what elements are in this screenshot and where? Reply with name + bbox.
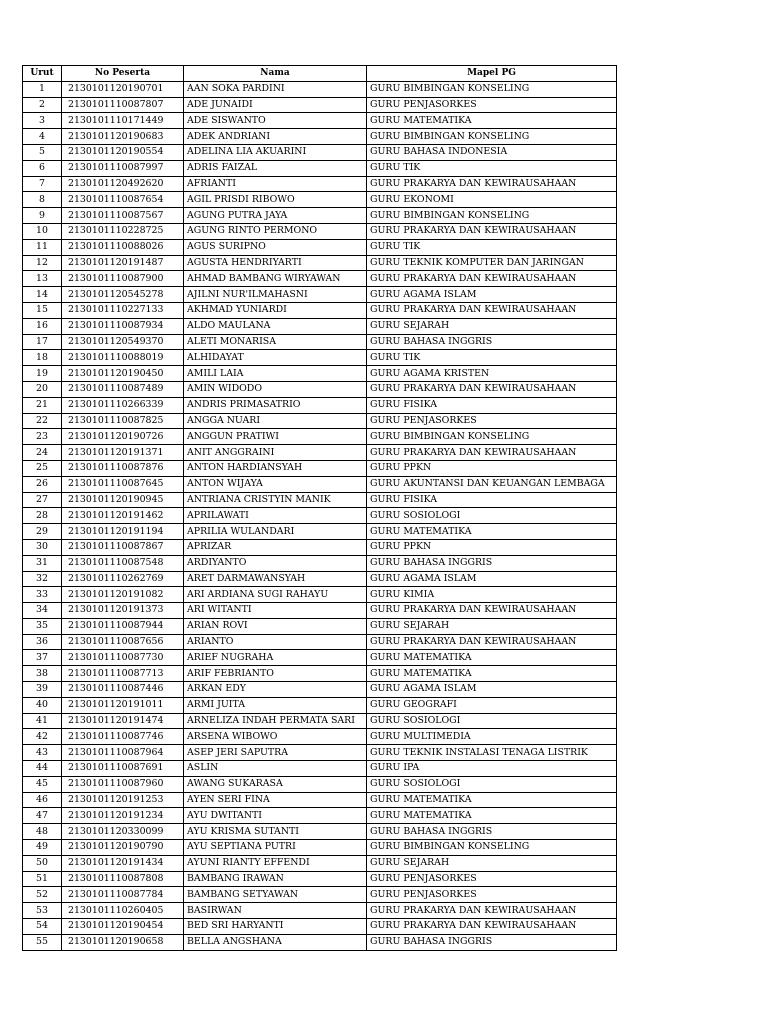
cell-no-peserta: 2130101110087960 [62, 776, 184, 792]
table-row [23, 208, 617, 224]
table-row [23, 492, 617, 508]
cell-urut: 42 [23, 729, 62, 745]
cell-nama: AYU DWITANTI [184, 808, 367, 824]
cell-mapel: GURU FISIKA [367, 397, 617, 413]
cell-nama: APRIZAR [184, 539, 367, 555]
cell-nama: AGIL PRISDI RIBOWO [184, 192, 367, 208]
cell-mapel: GURU BAHASA INGGRIS [367, 334, 617, 350]
cell-nama: ARIAN ROVI [184, 618, 367, 634]
cell-urut: 17 [23, 334, 62, 350]
cell-no-peserta: 2130101110087746 [62, 729, 184, 745]
cell-no-peserta: 2130101120190945 [62, 492, 184, 508]
cell-nama: ARSENA WIBOWO [184, 729, 367, 745]
cell-urut: 50 [23, 855, 62, 871]
cell-nama: ARI ARDIANA SUGI RAHAYU [184, 587, 367, 603]
cell-urut: 19 [23, 366, 62, 382]
cell-nama: ADE SISWANTO [184, 113, 367, 129]
cell-mapel: GURU PENJASORKES [367, 413, 617, 429]
cell-mapel: GURU PPKN [367, 460, 617, 476]
cell-no-peserta: 2130101110266339 [62, 397, 184, 413]
table-row [23, 508, 617, 524]
cell-no-peserta: 2130101120191373 [62, 603, 184, 619]
cell-mapel: GURU BIMBINGAN KONSELING [367, 129, 617, 145]
cell-nama: AYEN SERI FINA [184, 792, 367, 808]
cell-nama: AHMAD BAMBANG WIRYAWAN [184, 271, 367, 287]
cell-mapel: GURU PPKN [367, 539, 617, 555]
cell-mapel: GURU IPA [367, 761, 617, 777]
cell-mapel: GURU TIK [367, 350, 617, 366]
cell-no-peserta: 2130101110087934 [62, 318, 184, 334]
cell-mapel: GURU BIMBINGAN KONSELING [367, 429, 617, 445]
cell-no-peserta: 2130101120190554 [62, 144, 184, 160]
cell-mapel: GURU TEKNIK INSTALASI TENAGA LISTRIK [367, 745, 617, 761]
cell-mapel: GURU PRAKARYA DAN KEWIRAUSAHAAN [367, 176, 617, 192]
cell-mapel: GURU PRAKARYA DAN KEWIRAUSAHAAN [367, 603, 617, 619]
cell-urut: 48 [23, 824, 62, 840]
cell-mapel: GURU KIMIA [367, 587, 617, 603]
cell-urut: 54 [23, 919, 62, 935]
header-mapel: Mapel PG [367, 66, 617, 82]
cell-urut: 10 [23, 223, 62, 239]
cell-urut: 53 [23, 903, 62, 919]
cell-urut: 18 [23, 350, 62, 366]
cell-mapel: GURU AGAMA ISLAM [367, 571, 617, 587]
cell-mapel: GURU MATEMATIKA [367, 524, 617, 540]
cell-urut: 28 [23, 508, 62, 524]
cell-no-peserta: 2130101110087944 [62, 618, 184, 634]
table-row [23, 318, 617, 334]
table-row [23, 539, 617, 555]
table-row [23, 397, 617, 413]
table-row [23, 239, 617, 255]
cell-no-peserta: 2130101120191487 [62, 255, 184, 271]
table-row [23, 808, 617, 824]
cell-mapel: GURU SOSIOLOGI [367, 508, 617, 524]
cell-mapel: GURU FISIKA [367, 492, 617, 508]
cell-urut: 41 [23, 713, 62, 729]
cell-no-peserta: 2130101120191082 [62, 587, 184, 603]
cell-nama: AAN SOKA PARDINI [184, 81, 367, 97]
table-row [23, 413, 617, 429]
cell-no-peserta: 2130101120191371 [62, 445, 184, 461]
cell-urut: 8 [23, 192, 62, 208]
table-row [23, 729, 617, 745]
cell-no-peserta: 2130101110087548 [62, 555, 184, 571]
cell-no-peserta: 2130101110260405 [62, 903, 184, 919]
table-row [23, 887, 617, 903]
table-row [23, 192, 617, 208]
cell-urut: 44 [23, 761, 62, 777]
table-row [23, 618, 617, 634]
cell-no-peserta: 2130101110087654 [62, 192, 184, 208]
cell-mapel: GURU BAHASA INGGRIS [367, 555, 617, 571]
table-row [23, 855, 617, 871]
cell-mapel: GURU MATEMATIKA [367, 808, 617, 824]
cell-nama: APRILIA WULANDARI [184, 524, 367, 540]
cell-no-peserta: 2130101120191234 [62, 808, 184, 824]
cell-no-peserta: 2130101120190658 [62, 934, 184, 950]
cell-nama: ASEP JERI SAPUTRA [184, 745, 367, 761]
cell-urut: 49 [23, 840, 62, 856]
cell-nama: AGUNG PUTRA JAYA [184, 208, 367, 224]
table-row [23, 350, 617, 366]
table-row [23, 129, 617, 145]
cell-nama: BED SRI HARYANTI [184, 919, 367, 935]
cell-no-peserta: 2130101120191462 [62, 508, 184, 524]
table-row [23, 587, 617, 603]
table-row [23, 713, 617, 729]
cell-no-peserta: 2130101120190683 [62, 129, 184, 145]
cell-no-peserta: 2130101120492620 [62, 176, 184, 192]
table-row [23, 334, 617, 350]
cell-no-peserta: 2130101110227133 [62, 302, 184, 318]
cell-nama: AFRIANTI [184, 176, 367, 192]
cell-nama: ANTRIANA CRISTYIN MANIK [184, 492, 367, 508]
cell-nama: AGUSTA HENDRIYARTI [184, 255, 367, 271]
cell-no-peserta: 2130101110087876 [62, 460, 184, 476]
cell-nama: ANDRIS PRIMASATRIO [184, 397, 367, 413]
cell-no-peserta: 2130101110087730 [62, 650, 184, 666]
table-row [23, 366, 617, 382]
cell-mapel: GURU EKONOMI [367, 192, 617, 208]
cell-no-peserta: 2130101110087446 [62, 682, 184, 698]
table-row [23, 666, 617, 682]
cell-mapel: GURU TIK [367, 239, 617, 255]
cell-nama: ARI WITANTI [184, 603, 367, 619]
cell-no-peserta: 2130101110087964 [62, 745, 184, 761]
cell-urut: 12 [23, 255, 62, 271]
cell-mapel: GURU BIMBINGAN KONSELING [367, 208, 617, 224]
cell-urut: 13 [23, 271, 62, 287]
cell-nama: ARIF FEBRIANTO [184, 666, 367, 682]
table-row [23, 160, 617, 176]
cell-urut: 47 [23, 808, 62, 824]
cell-urut: 34 [23, 603, 62, 619]
table-row [23, 255, 617, 271]
cell-mapel: GURU PENJASORKES [367, 871, 617, 887]
cell-mapel: GURU PRAKARYA DAN KEWIRAUSAHAAN [367, 634, 617, 650]
cell-no-peserta: 2130101110087489 [62, 381, 184, 397]
cell-no-peserta: 2130101110087691 [62, 761, 184, 777]
table-row [23, 776, 617, 792]
table-row [23, 445, 617, 461]
cell-urut: 9 [23, 208, 62, 224]
cell-nama: ADRIS FAIZAL [184, 160, 367, 176]
table-row [23, 934, 617, 950]
cell-mapel: GURU PRAKARYA DAN KEWIRAUSAHAAN [367, 271, 617, 287]
cell-mapel: GURU PRAKARYA DAN KEWIRAUSAHAAN [367, 302, 617, 318]
table-row [23, 903, 617, 919]
table-row [23, 271, 617, 287]
cell-nama: ARET DARMAWANSYAH [184, 571, 367, 587]
cell-mapel: GURU MULTIMEDIA [367, 729, 617, 745]
table-header-row [23, 66, 617, 82]
cell-urut: 11 [23, 239, 62, 255]
cell-mapel: GURU TEKNIK KOMPUTER DAN JARINGAN [367, 255, 617, 271]
cell-urut: 45 [23, 776, 62, 792]
cell-no-peserta: 2130101110228725 [62, 223, 184, 239]
table-row [23, 840, 617, 856]
cell-mapel: GURU AKUNTANSI DAN KEUANGAN LEMBAGA [367, 476, 617, 492]
cell-urut: 1 [23, 81, 62, 97]
table-row [23, 571, 617, 587]
cell-no-peserta: 2130101120190726 [62, 429, 184, 445]
cell-nama: AJILNI NUR'ILMAHASNI [184, 287, 367, 303]
table-row [23, 81, 617, 97]
cell-no-peserta: 2130101110087867 [62, 539, 184, 555]
cell-urut: 52 [23, 887, 62, 903]
cell-nama: ADEK ANDRIANI [184, 129, 367, 145]
table-row [23, 429, 617, 445]
cell-urut: 29 [23, 524, 62, 540]
cell-nama: ALETI MONARISA [184, 334, 367, 350]
cell-no-peserta: 2130101120191194 [62, 524, 184, 540]
cell-nama: ARKAN EDY [184, 682, 367, 698]
cell-no-peserta: 2130101110087900 [62, 271, 184, 287]
cell-no-peserta: 2130101110087645 [62, 476, 184, 492]
cell-nama: AMILI LAIA [184, 366, 367, 382]
cell-nama: APRILAWATI [184, 508, 367, 524]
table-row [23, 919, 617, 935]
cell-no-peserta: 2130101110171449 [62, 113, 184, 129]
cell-urut: 22 [23, 413, 62, 429]
cell-mapel: GURU PENJASORKES [367, 97, 617, 113]
cell-mapel: GURU PRAKARYA DAN KEWIRAUSAHAAN [367, 903, 617, 919]
cell-nama: AMIN WIDODO [184, 381, 367, 397]
table-row [23, 745, 617, 761]
cell-urut: 7 [23, 176, 62, 192]
cell-urut: 40 [23, 697, 62, 713]
cell-no-peserta: 2130101110087807 [62, 97, 184, 113]
table-row [23, 650, 617, 666]
cell-nama: ADE JUNAIDI [184, 97, 367, 113]
table-row [23, 287, 617, 303]
cell-no-peserta: 2130101120191253 [62, 792, 184, 808]
cell-mapel: GURU MATEMATIKA [367, 666, 617, 682]
cell-urut: 36 [23, 634, 62, 650]
cell-nama: ANGGA NUARI [184, 413, 367, 429]
table-row [23, 634, 617, 650]
cell-no-peserta: 2130101110088026 [62, 239, 184, 255]
cell-nama: AWANG SUKARASA [184, 776, 367, 792]
cell-nama: ANGGUN PRATIWI [184, 429, 367, 445]
cell-nama: ANTON HARDIANSYAH [184, 460, 367, 476]
cell-mapel: GURU SOSIOLOGI [367, 776, 617, 792]
header-nama: Nama [184, 66, 367, 82]
cell-mapel: GURU SEJARAH [367, 855, 617, 871]
cell-urut: 15 [23, 302, 62, 318]
cell-urut: 4 [23, 129, 62, 145]
cell-urut: 46 [23, 792, 62, 808]
table-row [23, 603, 617, 619]
cell-urut: 5 [23, 144, 62, 160]
cell-nama: BAMBANG IRAWAN [184, 871, 367, 887]
cell-nama: ADELINA LIA AKUARINI [184, 144, 367, 160]
table-row [23, 555, 617, 571]
cell-nama: AYUNI RIANTY EFFENDI [184, 855, 367, 871]
cell-urut: 35 [23, 618, 62, 634]
cell-nama: ARIANTO [184, 634, 367, 650]
cell-no-peserta: 2130101110088019 [62, 350, 184, 366]
cell-mapel: GURU PENJASORKES [367, 887, 617, 903]
cell-mapel: GURU AGAMA KRISTEN [367, 366, 617, 382]
cell-mapel: GURU TIK [367, 160, 617, 176]
cell-no-peserta: 2130101110087997 [62, 160, 184, 176]
cell-urut: 24 [23, 445, 62, 461]
table-row [23, 97, 617, 113]
cell-nama: AGUS SURIPNO [184, 239, 367, 255]
cell-urut: 55 [23, 934, 62, 950]
cell-no-peserta: 2130101110262769 [62, 571, 184, 587]
cell-no-peserta: 2130101120191474 [62, 713, 184, 729]
table-row [23, 460, 617, 476]
cell-urut: 16 [23, 318, 62, 334]
table-row [23, 176, 617, 192]
cell-urut: 27 [23, 492, 62, 508]
cell-urut: 51 [23, 871, 62, 887]
cell-mapel: GURU MATEMATIKA [367, 113, 617, 129]
cell-mapel: GURU AGAMA ISLAM [367, 287, 617, 303]
cell-no-peserta: 2130101110087656 [62, 634, 184, 650]
cell-no-peserta: 2130101110087825 [62, 413, 184, 429]
table-row [23, 524, 617, 540]
cell-nama: ARMI JUITA [184, 697, 367, 713]
cell-mapel: GURU SEJARAH [367, 618, 617, 634]
cell-no-peserta: 2130101110087808 [62, 871, 184, 887]
cell-no-peserta: 2130101110087713 [62, 666, 184, 682]
cell-mapel: GURU PRAKARYA DAN KEWIRAUSAHAAN [367, 223, 617, 239]
cell-urut: 30 [23, 539, 62, 555]
cell-no-peserta: 2130101120330099 [62, 824, 184, 840]
cell-mapel: GURU SEJARAH [367, 318, 617, 334]
cell-urut: 26 [23, 476, 62, 492]
cell-no-peserta: 2130101110087784 [62, 887, 184, 903]
table-row [23, 302, 617, 318]
cell-urut: 21 [23, 397, 62, 413]
cell-nama: AYU KRISMA SUTANTI [184, 824, 367, 840]
cell-mapel: GURU BIMBINGAN KONSELING [367, 840, 617, 856]
cell-no-peserta: 2130101120190790 [62, 840, 184, 856]
cell-nama: ALDO MAULANA [184, 318, 367, 334]
cell-urut: 23 [23, 429, 62, 445]
table-row [23, 144, 617, 160]
header-urut: Urut [23, 66, 62, 82]
cell-mapel: GURU BIMBINGAN KONSELING [367, 81, 617, 97]
cell-nama: BAMBANG SETYAWAN [184, 887, 367, 903]
table-row [23, 761, 617, 777]
table-row [23, 476, 617, 492]
table-row [23, 871, 617, 887]
cell-nama: BASIRWAN [184, 903, 367, 919]
cell-mapel: GURU MATEMATIKA [367, 792, 617, 808]
cell-nama: AYU SEPTIANA PUTRI [184, 840, 367, 856]
table-row [23, 381, 617, 397]
cell-mapel: GURU SOSIOLOGI [367, 713, 617, 729]
table-row [23, 697, 617, 713]
cell-mapel: GURU PRAKARYA DAN KEWIRAUSAHAAN [367, 381, 617, 397]
cell-mapel: GURU BAHASA INDONESIA [367, 144, 617, 160]
cell-mapel: GURU AGAMA ISLAM [367, 682, 617, 698]
cell-urut: 39 [23, 682, 62, 698]
cell-urut: 37 [23, 650, 62, 666]
cell-no-peserta: 2130101120549370 [62, 334, 184, 350]
header-no-peserta: No Peserta [62, 66, 184, 82]
cell-urut: 14 [23, 287, 62, 303]
cell-mapel: GURU BAHASA INGGRIS [367, 824, 617, 840]
cell-urut: 43 [23, 745, 62, 761]
participant-table [22, 65, 617, 951]
cell-nama: AKHMAD YUNIARDI [184, 302, 367, 318]
table-row [23, 223, 617, 239]
cell-urut: 20 [23, 381, 62, 397]
cell-no-peserta: 2130101110087567 [62, 208, 184, 224]
cell-urut: 3 [23, 113, 62, 129]
cell-mapel: GURU MATEMATIKA [367, 650, 617, 666]
cell-urut: 6 [23, 160, 62, 176]
cell-mapel: GURU GEOGRAFI [367, 697, 617, 713]
cell-nama: ALHIDAYAT [184, 350, 367, 366]
cell-urut: 31 [23, 555, 62, 571]
table-row [23, 113, 617, 129]
cell-urut: 25 [23, 460, 62, 476]
cell-urut: 33 [23, 587, 62, 603]
cell-urut: 38 [23, 666, 62, 682]
cell-nama: BELLA ANGSHANA [184, 934, 367, 950]
cell-nama: ASLIN [184, 761, 367, 777]
cell-no-peserta: 2130101120190701 [62, 81, 184, 97]
cell-nama: ANTON WIJAYA [184, 476, 367, 492]
cell-mapel: GURU BAHASA INGGRIS [367, 934, 617, 950]
cell-mapel: GURU PRAKARYA DAN KEWIRAUSAHAAN [367, 919, 617, 935]
cell-urut: 2 [23, 97, 62, 113]
cell-nama: ARIEF NUGRAHA [184, 650, 367, 666]
cell-nama: ARDIYANTO [184, 555, 367, 571]
cell-nama: ARNELIZA INDAH PERMATA SARI [184, 713, 367, 729]
cell-no-peserta: 2130101120191434 [62, 855, 184, 871]
cell-no-peserta: 2130101120545278 [62, 287, 184, 303]
cell-urut: 32 [23, 571, 62, 587]
table-row [23, 792, 617, 808]
cell-no-peserta: 2130101120190450 [62, 366, 184, 382]
cell-mapel: GURU PRAKARYA DAN KEWIRAUSAHAAN [367, 445, 617, 461]
cell-no-peserta: 2130101120190454 [62, 919, 184, 935]
cell-no-peserta: 2130101120191011 [62, 697, 184, 713]
table-row [23, 682, 617, 698]
cell-nama: AGUNG RINTO PERMONO [184, 223, 367, 239]
cell-nama: ANIT ANGGRAINI [184, 445, 367, 461]
table-row [23, 824, 617, 840]
